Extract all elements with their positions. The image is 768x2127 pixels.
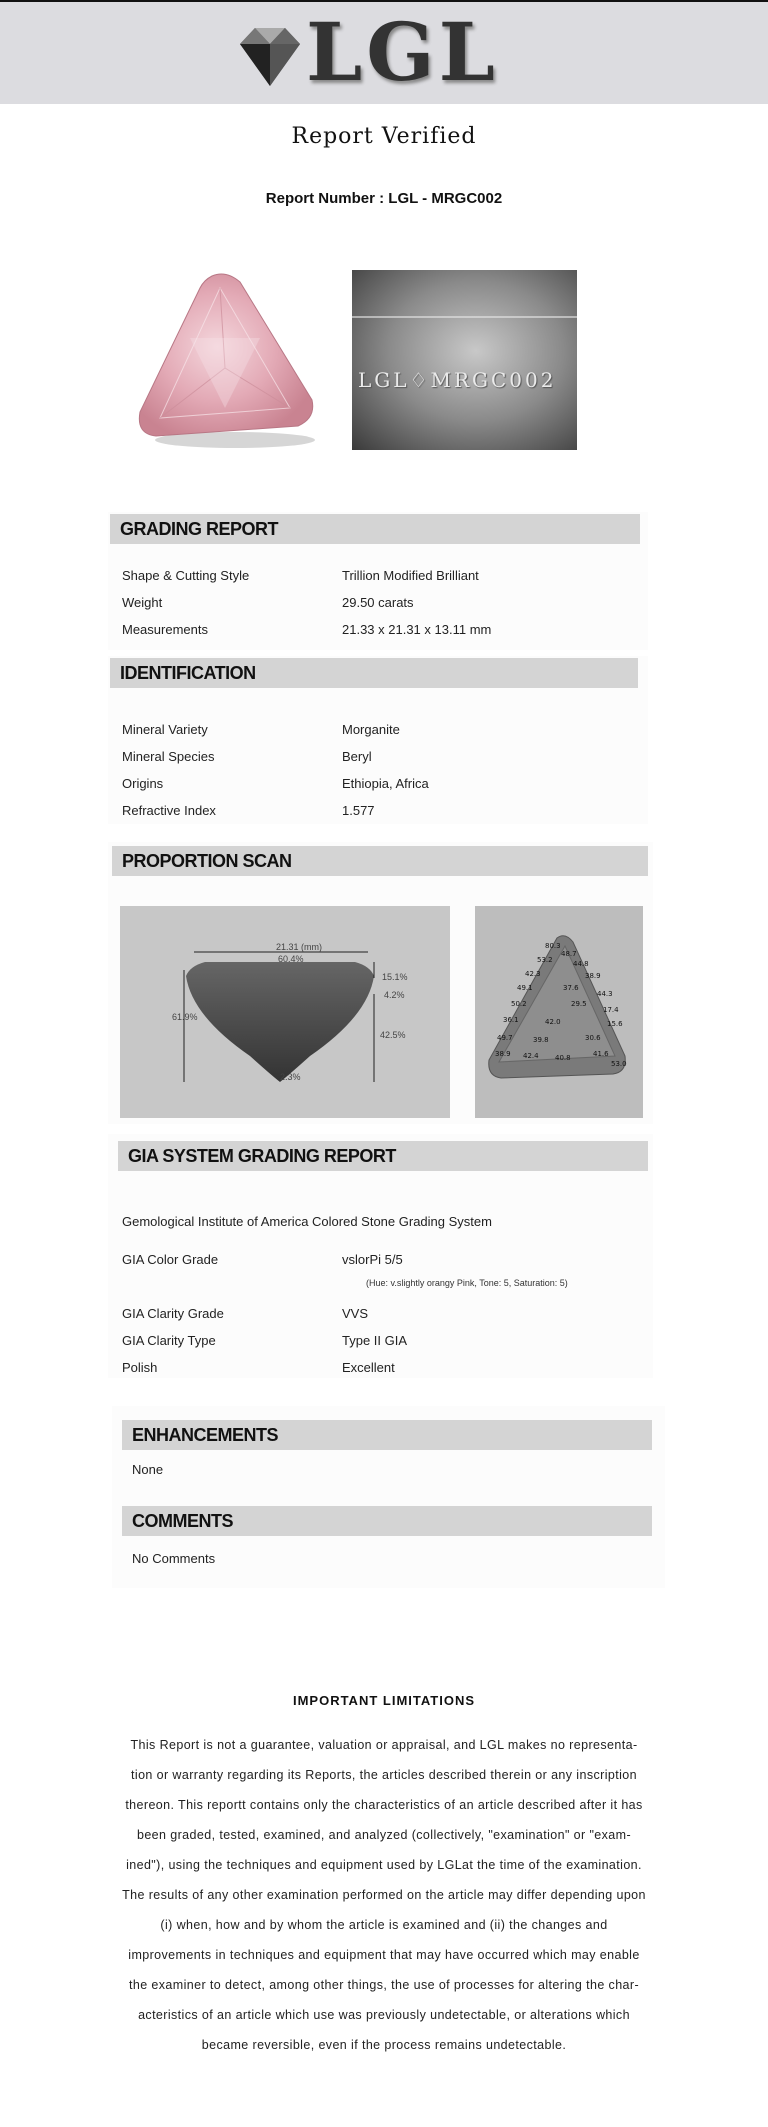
inscription-text: LGL♢MRGC002 [358, 368, 557, 392]
gia-label-color: GIA Color Grade [122, 1252, 219, 1267]
enhancements-header [122, 1420, 652, 1450]
inscription-photo [352, 270, 577, 450]
ident-value-origins: Ethiopia, Africa [342, 776, 429, 791]
comments-title: COMMENTS [132, 1511, 233, 1531]
page-title: Report Verified [291, 124, 477, 149]
girdle-pct-label: 4.2% [384, 990, 405, 1000]
svg-text:42.3: 42.3 [525, 970, 541, 978]
gia-title: GIA SYSTEM GRADING REPORT [128, 1146, 396, 1166]
comments-header [122, 1506, 652, 1536]
identification-header [110, 658, 638, 688]
diamond-icon [230, 22, 310, 92]
svg-text:80.3: 80.3 [545, 942, 561, 950]
gia-value-color: vslorPi 5/5 [342, 1252, 403, 1267]
svg-text:49.7: 49.7 [497, 1034, 513, 1042]
identification-title: IDENTIFICATION [120, 663, 256, 683]
facet-scan [475, 906, 643, 1118]
width-label: 21.31 (mm) [276, 942, 323, 952]
grading-header [110, 514, 640, 544]
enhancements-value: None [132, 1462, 164, 1477]
svg-text:38.9: 38.9 [495, 1050, 511, 1058]
enhancements-title: ENHANCEMENTS [132, 1425, 279, 1445]
svg-text:42.4: 42.4 [523, 1052, 539, 1060]
ident-label-variety: Mineral Variety [122, 722, 208, 737]
svg-text:40.8: 40.8 [555, 1054, 571, 1062]
ident-value-ri: 1.577 [342, 803, 375, 818]
table-pct-label: 60.4% [278, 954, 304, 964]
svg-text:44.3: 44.3 [597, 990, 613, 998]
profile-scan [120, 906, 450, 1118]
comments-value: No Comments [132, 1551, 216, 1566]
grading-value-shape: Trillion Modified Brilliant [342, 568, 479, 583]
gia-header [118, 1141, 648, 1171]
svg-text:42.0: 42.0 [545, 1018, 561, 1026]
depth-pct-label: 61.9% [172, 1012, 198, 1022]
svg-text:29.5: 29.5 [571, 1000, 587, 1008]
pavilion-pct-label: 42.5% [380, 1030, 406, 1040]
culet-pct-label: 2.3% [280, 1072, 301, 1082]
svg-text:48.7: 48.7 [561, 950, 577, 958]
gia-subtitle: Gemological Institute of America Colored Stone Grading System [122, 1214, 492, 1229]
gia-value-clarity-type: Type II GIA [342, 1333, 408, 1348]
svg-text:30.6: 30.6 [585, 1034, 601, 1042]
gia-color-note: (Hue: v.slightly orangy Pink, Tone: 5, Saturation: 5) [366, 1278, 568, 1288]
grading-value-weight: 29.50 carats [342, 595, 414, 610]
limitations-title: IMPORTANT LIMITATIONS [292, 1693, 476, 1708]
gia-label-clarity-grade: GIA Clarity Grade [122, 1306, 224, 1321]
logo-text: LGL [306, 5, 499, 99]
svg-text:36.1: 36.1 [503, 1016, 519, 1024]
svg-text:37.6: 37.6 [563, 984, 579, 992]
lgl-logo [230, 5, 499, 99]
grading-value-measurements: 21.33 x 21.31 x 13.11 mm [342, 622, 492, 637]
gem-photo [130, 268, 328, 464]
svg-text:49.1: 49.1 [517, 984, 533, 992]
svg-text:41.6: 41.6 [593, 1050, 609, 1058]
svg-text:15.6: 15.6 [607, 1020, 623, 1028]
grading-label-measurements: Measurements [122, 622, 208, 637]
svg-text:50.2: 50.2 [511, 1000, 527, 1008]
gia-value-clarity-grade: VVS [342, 1306, 369, 1321]
svg-text:53.0: 53.0 [611, 1060, 627, 1068]
limitations-body: This Report is not a guarantee, valuation or appraisal, and LGL makes no representa-tion or warranty regarding its Reports, the articles described therein or any inscription thereon. This reportt contains only the characteristics of an article described after it has been graded, tested, examined, and analyzed (collectively, "examination" or "exam-ined"), using the techniques and equipment used by LGLat the time of the examination. The results of any other examination performed on the article may differ depending upon (i) when, how and by whom the article is examined and (ii) the changes and improvements in techniques and equipment that may have occurred which may enable the examiner to detect, among other things, the use of processes for altering the char-acteristics of an article which use was previously undetectable, or alterations which became reversible, even if the process remains undetectable. [122, 1738, 646, 2052]
svg-text:53.2: 53.2 [537, 956, 553, 964]
grading-label-weight: Weight [122, 595, 163, 610]
report-number: Report Number : LGL - MRGC002 [265, 190, 503, 207]
ident-value-species: Beryl [342, 749, 372, 764]
svg-text:17.4: 17.4 [603, 1006, 619, 1014]
proportion-header [112, 846, 648, 876]
ident-value-variety: Morganite [342, 722, 400, 737]
header-banner [0, 2, 768, 104]
svg-text:38.9: 38.9 [585, 972, 601, 980]
svg-text:44.8: 44.8 [573, 960, 589, 968]
gia-label-polish: Polish [122, 1360, 158, 1375]
grading-title: GRADING REPORT [120, 519, 279, 539]
inscription-line [352, 316, 577, 318]
grading-label-shape: Shape & Cutting Style [122, 568, 250, 583]
gia-value-polish: Excellent [342, 1360, 395, 1375]
gia-label-clarity-type: GIA Clarity Type [122, 1333, 216, 1348]
svg-text:39.8: 39.8 [533, 1036, 549, 1044]
ident-label-origins: Origins [122, 776, 164, 791]
ident-label-ri: Refractive Index [122, 803, 216, 818]
crown-pct-label: 15.1% [382, 972, 408, 982]
ident-label-species: Mineral Species [122, 749, 215, 764]
proportion-title: PROPORTION SCAN [122, 851, 292, 871]
